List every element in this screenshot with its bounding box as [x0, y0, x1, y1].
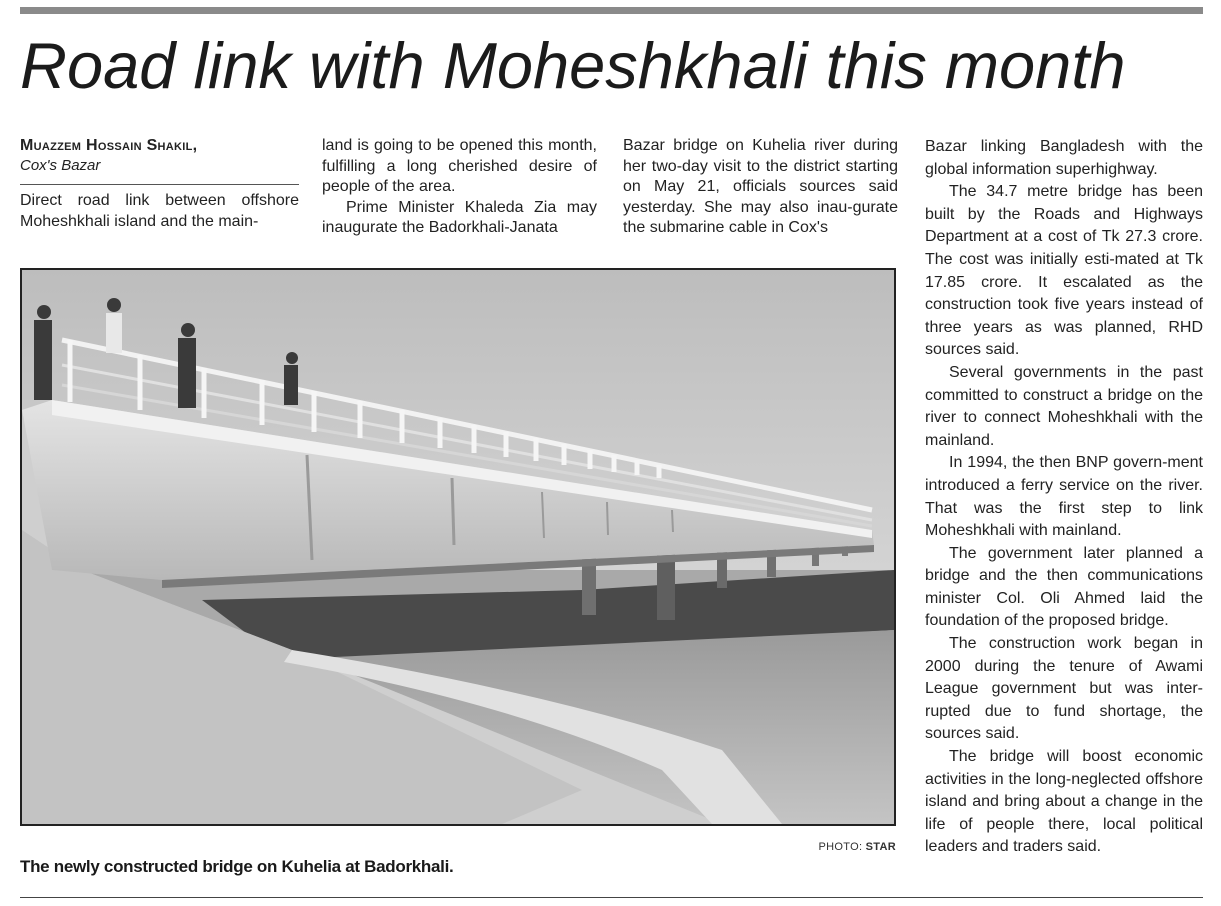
- credit-prefix: PHOTO:: [818, 841, 863, 853]
- paragraph: In 1994, the then BNP govern-ment introduced a ferry service on the river. That was the first step to link Moheshkhali with mainland.: [925, 454, 1203, 540]
- paragraph: The construction work began in 2000 during the tenure of Awami League government but was inter-rupted due to fund shortage, the sources said.: [925, 635, 1203, 743]
- paragraph: The 34.7 metre bridge has been built by the Roads and Highways Department at a cost of Tk 27.3 crore. The cost was initially esti-mated at Tk 17.85 crore. It escalated as the construction took five years instead of three years as was planned, RHD sources said.: [925, 183, 1203, 359]
- paragraph: The bridge will boost economic activities in the long-neglected offshore island and bring about a change in the life of people there, local political leaders and traders said.: [925, 748, 1203, 856]
- byline-location: Cox's Bazar: [20, 157, 101, 174]
- paragraph: Prime Minister Khaleda Zia may inaugurate the Badorkhali-Janata: [322, 198, 597, 237]
- paragraph: The government later planned a bridge and the then communications minister Col. Oli Ahmed laid the foundation of the proposed bridge.: [925, 544, 1203, 630]
- paragraph: Several governments in the past committed to construct a bridge on the river to connect Moheshkhali with the mainland.: [925, 363, 1203, 449]
- column-4: [925, 136, 1203, 859]
- paragraph: Direct road link between offshore Moheshkhali island and the main-: [20, 192, 299, 230]
- photo-caption: The newly constructed bridge on Kuhelia at Badorkhali.: [20, 857, 454, 876]
- photo-credit: [700, 841, 896, 853]
- byline-divider: [20, 184, 299, 185]
- column-1: [20, 136, 299, 232]
- paragraph: Bazar bridge on Kuhelia river during her two-day visit to the district starting on May 21, officials sources said yesterday. She may also inau-gurate the submarine cable in Cox's: [623, 137, 898, 237]
- top-rule: [20, 7, 1203, 14]
- headline: Road link with Moheshkhali this month: [20, 29, 1126, 102]
- bridge-photo: [20, 268, 896, 826]
- column-2: [322, 136, 597, 239]
- paragraph: land is going to be opened this month, fulfilling a long cherished desire of people of the area.: [322, 137, 597, 196]
- bottom-rule: [20, 897, 1203, 898]
- byline-author: Muazzem Hossain Shakil,: [20, 137, 198, 154]
- credit-source: STAR: [865, 841, 896, 853]
- paragraph: Bazar linking Bangladesh with the global information superhighway.: [925, 138, 1203, 178]
- column-3: [623, 136, 898, 239]
- bridge-illustration: [22, 270, 894, 824]
